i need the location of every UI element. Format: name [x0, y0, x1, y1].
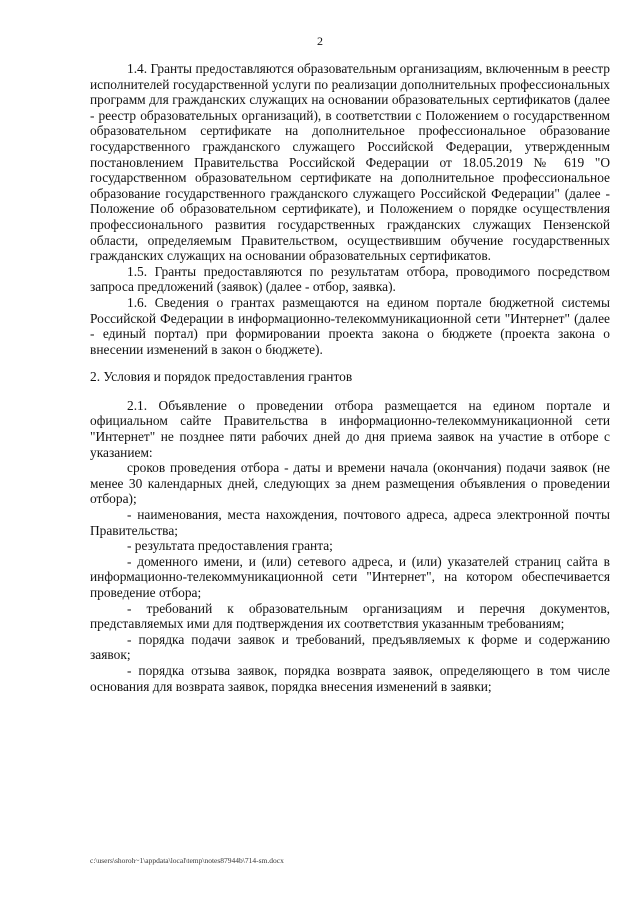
list-item: - результата предоставления гранта;	[127, 538, 333, 554]
list-item: - требований к образовательным организациям и перечня документов, представляемых ими для подтверждения их соответствия указанным требованиям;	[90, 600, 610, 632]
paragraph-1-6: 1.6. Сведения о грантах размещаются на едином портале бюджетной системы Российской Федерации в информационно-телекоммуникационной сети "Интернет" (далее - единый портал) при формировании проекта закона о бюджете (проекта закона о внесении изменений в закон о бюджете).	[90, 294, 610, 357]
paragraph-2-1: 2.1. Объявление о проведении отбора размещается на едином портале и официальном сайте Правительства в информационно-телекоммуникационной сети "Интернет" не позднее пяти рабочих дней до дня приема заявок на участие в отборе с указанием:	[90, 397, 610, 460]
footer-file-path: c:\users\shoroh~1\appdata\local\temp\notes87944b\714-sm.docx	[90, 856, 284, 865]
page-number: 2	[317, 34, 323, 48]
list-item: - порядка подачи заявок и требований, предъявляемых к форме и содержанию заявок;	[90, 631, 610, 663]
list-item: сроков проведения отбора - даты и времени начала (окончания) подачи заявок (не менее 30 календарных дней, следующих за днем размещения объявления о проведении отбора);	[90, 460, 610, 507]
list-item: - наименования, места нахождения, почтового адреса, адреса электронной почты Правительства;	[90, 507, 610, 538]
section-heading: 2. Условия и порядок предоставления грантов	[90, 369, 353, 385]
paragraph-1-5: 1.5. Гранты предоставляются по результатам отбора, проводимого посредством запроса предложений (заявок) (далее - отбор, заявка).	[90, 263, 610, 295]
list-item: - порядка отзыва заявок, порядка возврата заявок, определяющего в том числе основания для возврата заявок, порядка внесения изменений в заявки;	[90, 662, 610, 694]
document-body	[90, 61, 610, 694]
paragraph-1-4: 1.4. Гранты предоставляются образовательным организациям, включенным в реестр исполнителей государственной услуги по реализации дополнительных профессиональных программ для гражданских служащих на основании образовательных сертификатов (далее - реестр образовательных организаций), в соответствии с Положением о государственном образовательном сертификате на дополнительное профессиональное образование государственного гражданского служащего Российской Федерации, утвержденным постановлением Правительства Российской Федерации от 18.05.2019 № 619 "О государственном образовательном сертификате на дополнительное профессиональное образование государственного гражданского служащего Российской Федерации" (далее - Положение об образовательном сертификате), и Положением о порядке осуществления профессионального развития государственных гражданских служащих Пензенской области, определяемым Правительством, осуществившим обучение государственных гражданских служащих на основании образовательных сертификатов.	[90, 61, 610, 264]
list-item: - доменного имени, и (или) сетевого адреса, и (или) указателей страниц сайта в информационно-телекоммуникационной сети "Интернет", на котором обеспечивается проведение отбора;	[90, 553, 610, 600]
